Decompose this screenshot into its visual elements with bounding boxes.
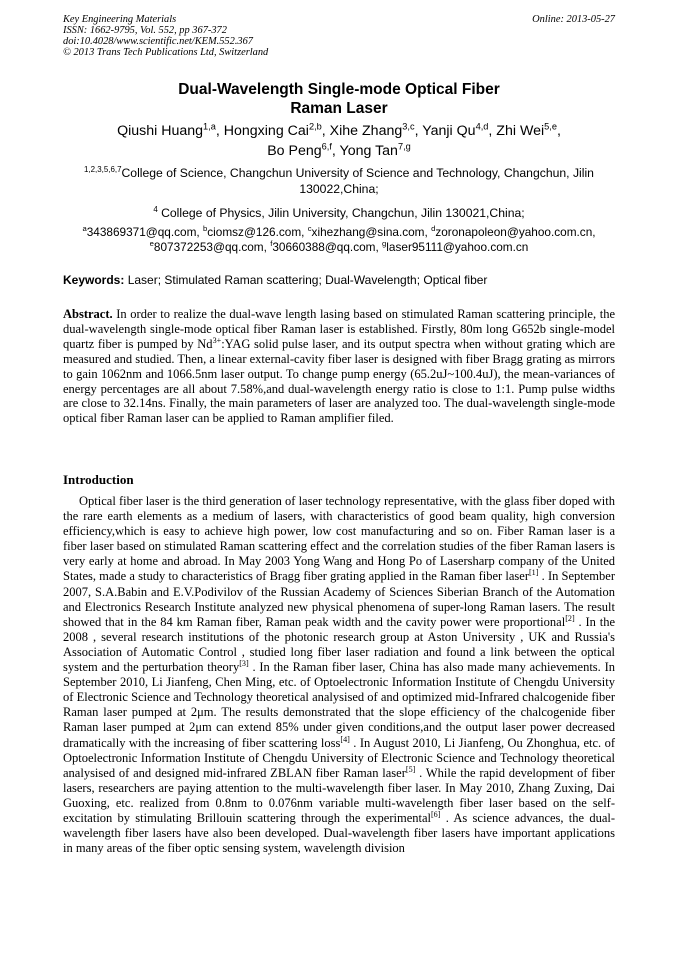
affiliation-1 [63, 165, 615, 197]
email-mark: c [307, 224, 312, 234]
journal-header [63, 14, 615, 58]
author-name: Xihe Zhang [329, 123, 403, 139]
author-name: Zhi Wei [496, 123, 545, 139]
author-affiliation-mark: 5,e [544, 121, 557, 132]
affiliation-text: College of Science, Changchun University of Science and Technology, Changchun, Jilin 130022,China; [121, 166, 594, 196]
journal-issn: ISSN: 1662-9795, Vol. 552, pp 367-372 [63, 25, 227, 36]
citation-ref: [2] [565, 613, 575, 623]
affiliation-mark: 4 [153, 204, 158, 214]
email-mark: f [270, 239, 273, 249]
author-affiliation-mark: 2,b [308, 121, 322, 132]
author-name: Hongxing Cai [223, 123, 309, 139]
citation-ref: [4] [340, 734, 350, 744]
email-address: 30660388@qq.com, [272, 240, 383, 254]
email-address: laser95111@yahoo.com.cn [386, 240, 529, 254]
author-separator: , [331, 143, 340, 159]
journal-doi: doi:10.4028/www.scientific.net/KEM.552.367 [63, 36, 253, 47]
body-text: Optical fiber laser is the third generation of laser technology representative, with the glass fiber doped with the rare earth elements as a medium of lasers, with characteristics of good beam quality, high conversion efficiency,which is easy to achieve high power, low cost manufacturing and so on. Fiber Raman laser is a fiber laser based on stimulated Raman scattering effect and the correlation studies of the fiber Raman lasers is very early at home and abroad. In May 2003 Yong Wang and Hong Po of Lasersharp company of the United States, made a study to characteristics of Bragg fiber grating applied in the Raman fiber laser [63, 494, 615, 584]
affiliation-mark: 1,2,3,5,6,7 [84, 164, 122, 174]
keywords [63, 273, 615, 288]
author-separator: , [488, 123, 497, 139]
introduction-paragraph [63, 494, 615, 856]
email-address: 343869371@qq.com, [86, 225, 203, 239]
author-affiliation-mark: 4,d [475, 121, 489, 132]
author-affiliation-mark: 6,f [321, 141, 332, 152]
email-mark: e [149, 239, 154, 249]
email-address: 807372253@qq.com, [153, 240, 271, 254]
author-affiliation-mark: 1,a [203, 121, 216, 132]
email-address: zoronapoleon@yahoo.com.cn, [435, 225, 596, 239]
body-text: . While the rapid development of fiber lasers, researchers are paying attention to the multi-wavelength fiber laser. In May 2010, Zhang Zuxing, Dai Guoxing, etc. realized from 0.8nm to 0.076nm variable multi-wavelength fiber laser based on the self-excitation by stimulating Brillouin scattering through the experimental [63, 765, 616, 825]
paper-title-line-1: Dual-Wavelength Single-mode Optical Fiber [178, 81, 500, 98]
paper-title [63, 80, 615, 118]
email-mark: a [82, 224, 87, 234]
author-list [63, 121, 615, 161]
affiliation-text: College of Physics, Jilin University, Changchun, Jilin 130021,China; [157, 206, 525, 220]
keywords-text: Laser; Stimulated Raman scattering; Dual-Wavelength; Optical fiber [124, 273, 488, 287]
email-mark: d [431, 224, 436, 234]
keywords-label: Keywords: [63, 273, 125, 287]
author-name: Yong Tan [339, 143, 398, 159]
author-affiliation-mark: 3,c [402, 121, 415, 132]
author-affiliation-mark: 7,g [397, 141, 411, 152]
body-text: . In the Raman fiber laser, China has also made many achievements. In September 2010, Li Jianfeng, Chen Ming, etc. of Optoelectronic Information Institute of Chengdu University of Electronic Science and Technology theoretical analysised of and optimized mid-Infrared chalcogenide fiber Raman laser pumped at 2μm. The results demonstrated that the slope efficiency of the chalcogenide fiber Raman laser pumped at 2μm can extend 85% under given conditions,and the output laser power decreased dramatically with the increasing of fiber scattering loss [63, 660, 615, 750]
body-text: . As science advances, the dual-wavelength fiber lasers have also been developed. Dual-wavelength fiber lasers have important applications in many areas of the fiber optic sensing system, wavelength division [63, 810, 615, 856]
abstract-text: :YAG solid pulse laser, and its output spectra when without grating which are measured and studied. Then, a linear external-cavity fiber laser is designed with fiber Bragg grating as mirrors to gain 1062nm and 1066.5nm laser output. To change pump energy (65.2uJ~100.4uJ), the mean-variances of energy percentages are all about 7.58%,and dual-wavelength energy ratio is close to 1:1. Pump pulse widths are close to 32.14ns. Finally, the main parameters of laser are analyzed too. The dual-wavelength single-mode optical fiber Raman laser can be applied to Raman amplifier filed. [63, 336, 615, 426]
abstract-text: In order to realize the dual-wave length lasing based on stimulated Raman scattering principle, the dual-wavelength single-mode optical fiber Raman laser is established. Firstly, 80m long G652b single-model quartz fiber is pumped by Nd [63, 307, 615, 351]
body-text: . In the 2008 , several research institutions of the photonic research group at Aston University , UK and Russia's Association of Automatic Control , studied long fiber laser radiation and found a link between the optical system and the perturbation theory [63, 614, 615, 675]
citation-ref: [5] [405, 764, 416, 774]
email-address: ciomsz@126.com, [207, 225, 308, 239]
journal-name: Key Engineering Materials [63, 14, 177, 25]
journal-copyright: © 2013 Trans Tech Publications Ltd, Switzerland [63, 47, 269, 58]
email-address: xihezhang@sina.com, [311, 225, 432, 239]
author-separator: , [215, 123, 224, 139]
paper-title-line-2: Raman Laser [290, 100, 388, 117]
author-separator: , [556, 123, 561, 139]
email-mark: b [202, 224, 208, 234]
body-text: . In September 2007, S.A.Babin and E.V.Podivilov of the Russian Academy of Sciences Siberian Branch of the Automation and Electronics Research Institute analyzed new physical phenomena of super-long Raman lasers. The result showed that in the 84 km Raman fiber, Raman peak width and the cavity power were proportional [63, 569, 615, 629]
author-separator: , [321, 123, 330, 139]
abstract-superscript: 3+ [212, 335, 222, 345]
citation-ref: [6] [430, 809, 441, 819]
author-name: Bo Peng [267, 143, 322, 159]
author-name: Qiushi Huang [117, 123, 204, 139]
introduction-heading: Introduction [63, 472, 134, 487]
citation-ref: [3] [239, 658, 249, 668]
author-separator: , [414, 123, 423, 139]
online-date: Online: 2013-05-27 [532, 14, 615, 25]
citation-ref: [1] [528, 568, 539, 578]
body-text: . In August 2010, Li Jianfeng, Ou Zhonghua, etc. of Optoelectronic Information Institute of Chengdu University of Electronic Science and Technology theoretical analysised of and designed mid-infrared ZBLAN fiber Raman laser [63, 735, 616, 780]
affiliation-2 [63, 205, 615, 221]
author-emails [63, 225, 615, 255]
abstract-label: Abstract. [63, 307, 113, 321]
email-mark: g [382, 239, 387, 249]
author-name: Yanji Qu [422, 123, 476, 139]
abstract [63, 307, 615, 426]
